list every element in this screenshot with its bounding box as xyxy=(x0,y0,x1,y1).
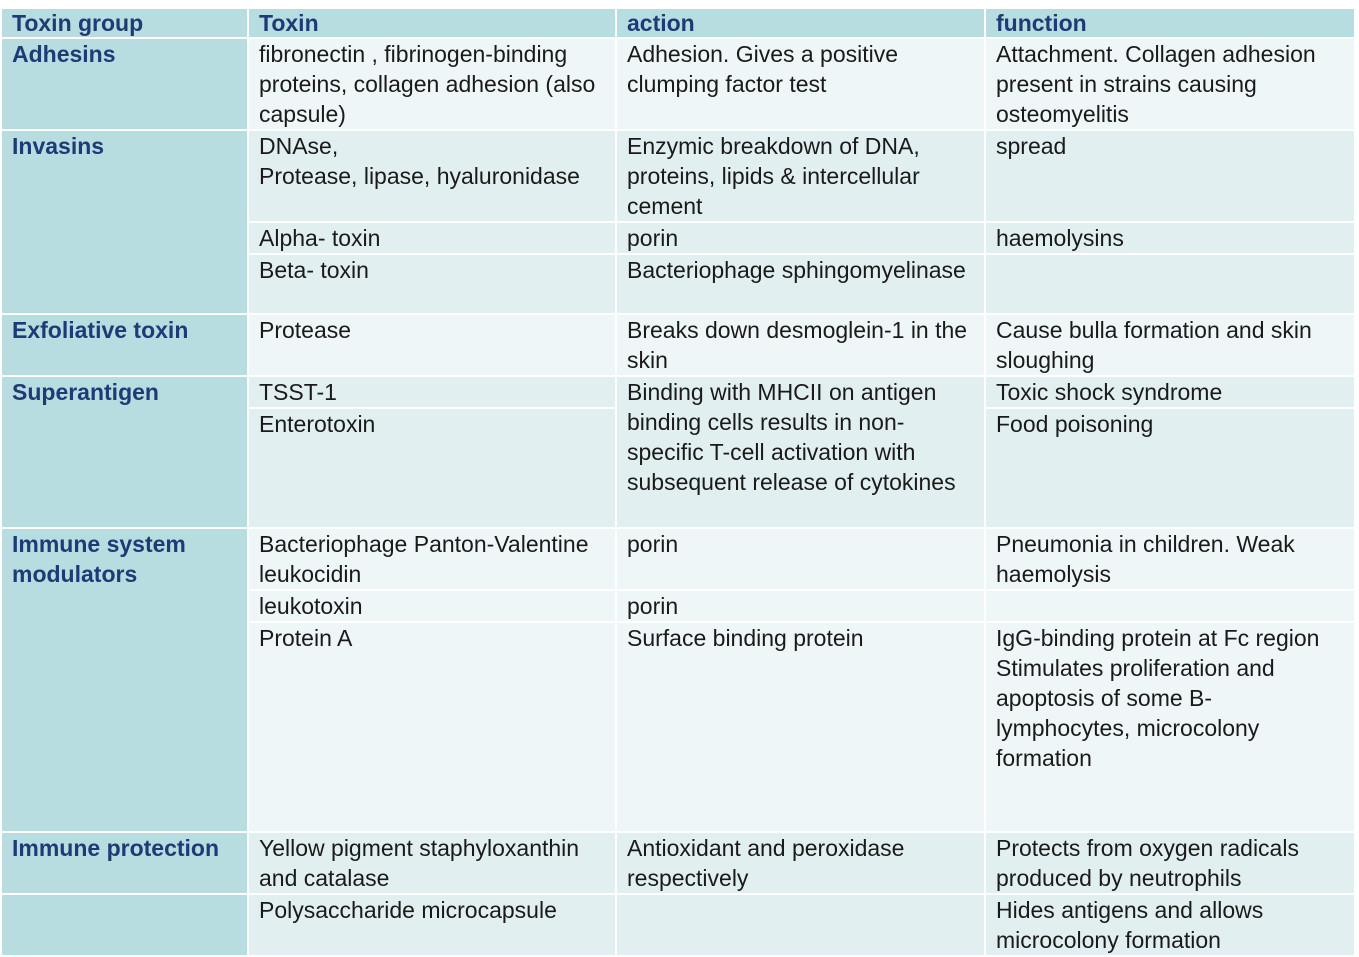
group-immune-protection: Immune protection xyxy=(2,833,249,895)
action-cell: Breaks down desmoglein-1 in the skin xyxy=(617,315,986,377)
toxin-cell: Protease xyxy=(249,315,617,377)
function-cell: Protects from oxygen radicals produced by neutrophils xyxy=(986,833,1354,895)
group-immune-system-modulators: Immune system modulators xyxy=(2,529,249,833)
header-toxin-group: Toxin group xyxy=(2,9,249,39)
table-row xyxy=(2,895,1354,957)
toxin-cell: fibronectin , fibrinogen-binding proteins, collagen adhesion (also capsule) xyxy=(249,39,617,131)
toxin-cell: DNAse, Protease, lipase, hyaluronidase xyxy=(249,131,617,223)
function-cell: Pneumonia in children. Weak haemolysis xyxy=(986,529,1354,591)
action-cell: Binding with MHCII on antigen binding cells results in non-specific T-cell activation with subsequent release of cytokines xyxy=(617,377,986,529)
group-exfoliative-toxin: Exfoliative toxin xyxy=(2,315,249,377)
action-cell: porin xyxy=(617,529,986,591)
function-cell: Food poisoning xyxy=(986,409,1354,529)
group-immune-protection-continued xyxy=(2,895,249,957)
function-cell: IgG-binding protein at Fc region Stimulates proliferation and apoptosis of some B-lymphocytes, microcolony formation xyxy=(986,623,1354,833)
toxin-cell: Polysaccharide microcapsule xyxy=(249,895,617,957)
group-invasins: Invasins xyxy=(2,131,249,315)
table-row xyxy=(2,315,1354,377)
toxin-cell: leukotoxin xyxy=(249,591,617,623)
toxin-cell: Beta- toxin xyxy=(249,255,617,315)
action-cell: Adhesion. Gives a positive clumping factor test xyxy=(617,39,986,131)
action-cell xyxy=(617,895,986,957)
action-cell: porin xyxy=(617,591,986,623)
table-row xyxy=(2,39,1354,131)
action-cell: porin xyxy=(617,223,986,255)
function-cell: haemolysins xyxy=(986,223,1354,255)
function-cell: spread xyxy=(986,131,1354,223)
header-action: action xyxy=(617,9,986,39)
toxin-cell: Protein A xyxy=(249,623,617,833)
group-adhesins: Adhesins xyxy=(2,39,249,131)
table-row xyxy=(2,529,1354,591)
function-cell: Toxic shock syndrome xyxy=(986,377,1354,409)
action-cell: Bacteriophage sphingomyelinase xyxy=(617,255,986,315)
toxin-cell: Yellow pigment staphyloxanthin and catalase xyxy=(249,833,617,895)
action-cell: Enzymic breakdown of DNA, proteins, lipids & intercellular cement xyxy=(617,131,986,223)
group-superantigen: Superantigen xyxy=(2,377,249,529)
action-cell: Surface binding protein xyxy=(617,623,986,833)
header-toxin: Toxin xyxy=(249,9,617,39)
function-cell: Hides antigens and allows microcolony formation xyxy=(986,895,1354,957)
table-row xyxy=(2,131,1354,223)
table-row xyxy=(2,377,1354,409)
function-cell xyxy=(986,591,1354,623)
header-function: function xyxy=(986,9,1354,39)
toxin-cell: Enterotoxin xyxy=(249,409,617,529)
function-cell xyxy=(986,255,1354,315)
function-cell: Attachment. Collagen adhesion present in strains causing osteomyelitis xyxy=(986,39,1354,131)
action-cell: Antioxidant and peroxidase respectively xyxy=(617,833,986,895)
header-row xyxy=(2,9,1354,39)
function-cell: Cause bulla formation and skin sloughing xyxy=(986,315,1354,377)
table-row xyxy=(2,833,1354,895)
toxin-cell: Bacteriophage Panton-Valentine leukocidin xyxy=(249,529,617,591)
toxin-cell: TSST-1 xyxy=(249,377,617,409)
toxin-cell: Alpha- toxin xyxy=(249,223,617,255)
toxin-table xyxy=(2,9,1354,957)
